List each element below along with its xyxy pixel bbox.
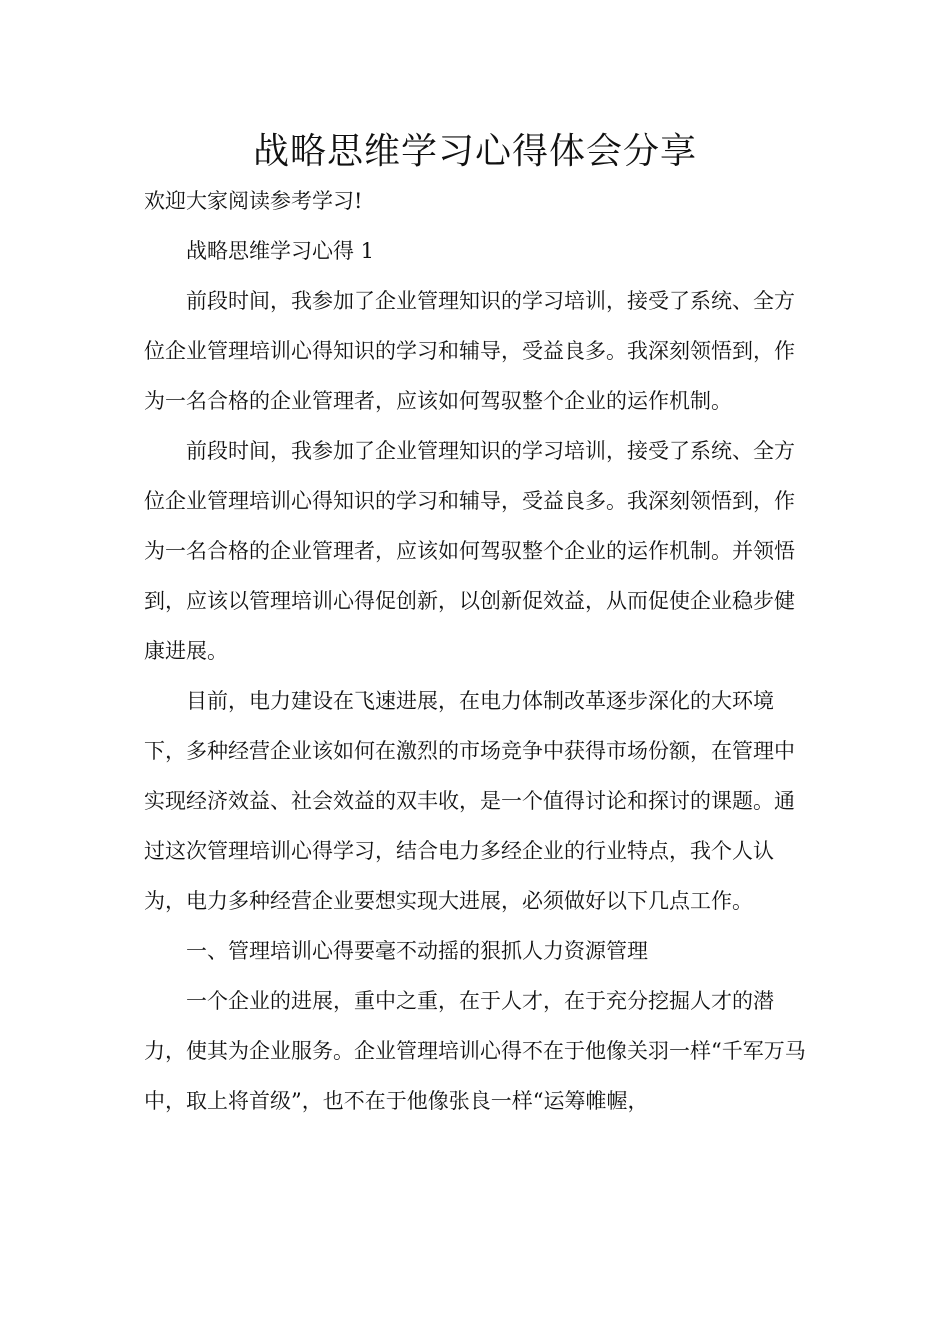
paragraph-2: 前段时间，我参加了企业管理知识的学习培训，接受了系统、全方位企业管理培训心得知识的学习和辅导，受益良多。我深刻领悟到，作为一名合格的企业管理者，应该如何驾驭整个企业的运作机制。并领悟到，应该以管理培训心得促创新，以创新促效益，从而促使企业稳步健康进展。 bbox=[144, 439, 795, 663]
paragraph-4: 一个企业的进展，重中之重，在于人才，在于充分挖掘人才的潜力，使其为企业服务。企业管理培训心得不在于他像关羽一样“千军万马中，取上将首级”，也不在于他像张良一样“运筹帷幄， bbox=[144, 989, 806, 1113]
document-body bbox=[144, 176, 809, 1126]
document-title: 战略思维学习心得体会分享 bbox=[252, 131, 697, 172]
paragraph-1: 前段时间，我参加了企业管理知识的学习培训，接受了系统、全方位企业管理培训心得知识的学习和辅导，受益良多。我深刻领悟到，作为一名合格的企业管理者，应该如何驾驭整个企业的运作机制。 bbox=[144, 289, 795, 413]
paragraph-3: 目前，电力建设在飞速进展，在电力体制改革逐步深化的大环境下，多种经营企业该如何在激烈的市场竞争中获得市场份额，在管理中实现经济效益、社会效益的双丰收，是一个值得讨论和探讨的课题。通过这次管理培训心得学习，结合电力多经企业的行业特点，我个人认为，电力多种经营企业要想实现大进展，必须做好以下几点工作。 bbox=[144, 689, 795, 913]
section-heading: 战略思维学习心得 1 bbox=[186, 239, 375, 263]
greeting-line: 欢迎大家阅读参考学习! bbox=[144, 189, 363, 213]
subheading-hr: 一、管理培训心得要毫不动摇的狠抓人力资源管理 bbox=[186, 939, 648, 963]
